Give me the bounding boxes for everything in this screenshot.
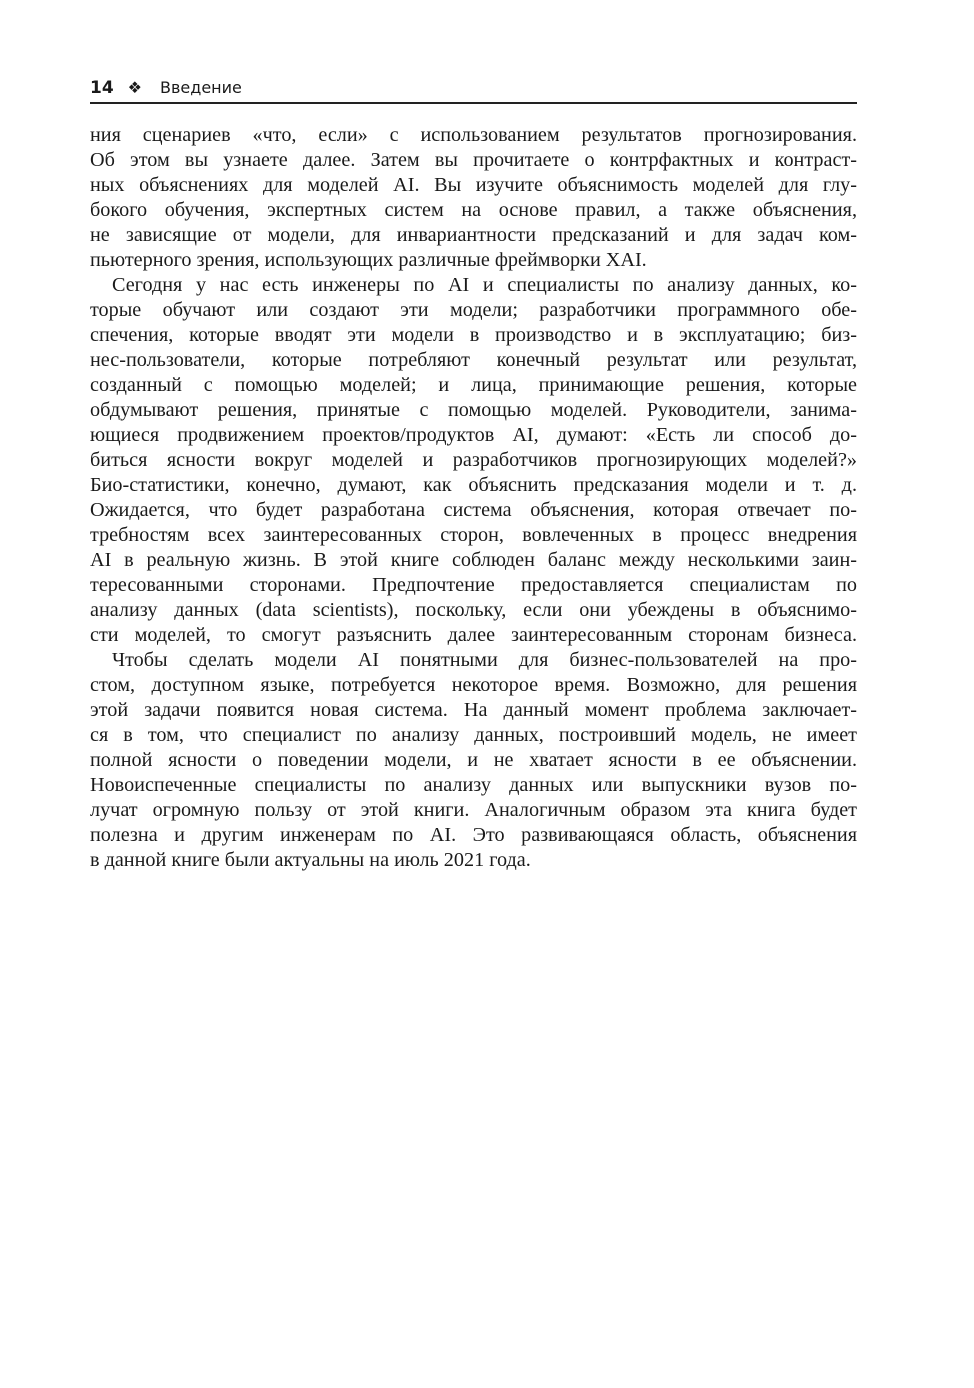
text-line: ющиеся продвижением проектов/продуктов AI, думают: «Есть ли способ до-	[90, 424, 857, 446]
text-line: бокого обучения, экспертных систем на основе правил, а также объяснения,	[90, 199, 857, 221]
text-line: нес-пользователи, которые потребляют конечный результат или результат,	[90, 349, 857, 371]
running-title: Введение	[160, 78, 242, 97]
paragraph-2	[90, 273, 857, 648]
text-line: в данной книге были актуальны на июль 2021 года.	[90, 849, 531, 871]
text-line: Ожидается, что будет разработана система объяснения, которая отвечает по-	[90, 499, 857, 521]
text-line: ния сценариев «что, если» с использованием результатов прогнозирования.	[90, 124, 857, 146]
text-line: лучат огромную пользу от этой книги. Аналогичным образом эта книга будет	[90, 799, 857, 821]
text-line: Чтобы сделать модели AI понятными для бизнес-пользователей на про-	[112, 649, 857, 671]
paragraph-1	[90, 123, 857, 273]
text-line: ся в том, что специалист по анализу данных, построивший модель, не имеет	[90, 724, 857, 746]
text-line: полезна и другим инженерам по AI. Это развивающаяся область, объяснения	[90, 824, 857, 846]
text-line: Био-статистики, конечно, думают, как объяснить предсказания модели и т. д.	[90, 474, 857, 496]
text-line: спечения, которые вводят эти модели в производство и в эксплуатацию; биз-	[90, 324, 857, 346]
text-line: биться ясности вокруг моделей и разработчиков прогнозирующих моделей?»	[90, 449, 857, 471]
text-line: Об этом вы узнаете далее. Затем вы прочитаете о контрфактных и контраст-	[90, 149, 857, 171]
text-line: AI в реальную жизнь. В этой книге соблюден баланс между несколькими заин-	[90, 549, 857, 571]
page-number: 14	[90, 78, 114, 98]
text-line: не зависящие от модели, для инвариантности предсказаний и для задач ком-	[90, 224, 857, 246]
running-header	[90, 76, 857, 104]
text-line: пьютерного зрения, использующих различные фреймворки XAI.	[90, 249, 647, 271]
text-line: обдумывают решения, принятые с помощью моделей. Руководители, занима-	[90, 399, 857, 421]
text-line: полной ясности о поведении модели, и не хватает ясности в ее объяснении.	[90, 749, 857, 771]
text-line: Новоиспеченные специалисты по анализу данных или выпускники вузов по-	[90, 774, 857, 796]
separator-ornament: ❖	[127, 78, 143, 97]
text-line: тересованными сторонами. Предпочтение предоставляется специалистам по	[90, 574, 857, 596]
text-line: этой задачи появится новая система. На данный момент проблема заключает-	[90, 699, 857, 721]
text-line: сти моделей, то смогут разъяснить далее заинтересованным сторонам бизнеса.	[90, 624, 857, 646]
text-line: стом, доступном языке, потребуется некоторое время. Возможно, для решения	[90, 674, 857, 696]
body-text	[90, 123, 857, 873]
text-line: торые обучают или создают эти модели; разработчики программного обе-	[90, 299, 857, 321]
text-line: требностям всех заинтересованных сторон, вовлеченных в процесс внедрения	[90, 524, 857, 546]
text-line: Сегодня у нас есть инженеры по AI и специалисты по анализу данных, ко-	[112, 274, 857, 296]
text-line: созданный с помощью моделей; и лица, принимающие решения, которые	[90, 374, 857, 396]
paragraph-3	[90, 648, 857, 873]
text-line: ных объяснениях для моделей AI. Вы изучите объяснимость моделей для глу-	[90, 174, 857, 196]
text-line: анализу данных (data scientists), поскольку, если они убеждены в объяснимо-	[90, 599, 857, 621]
